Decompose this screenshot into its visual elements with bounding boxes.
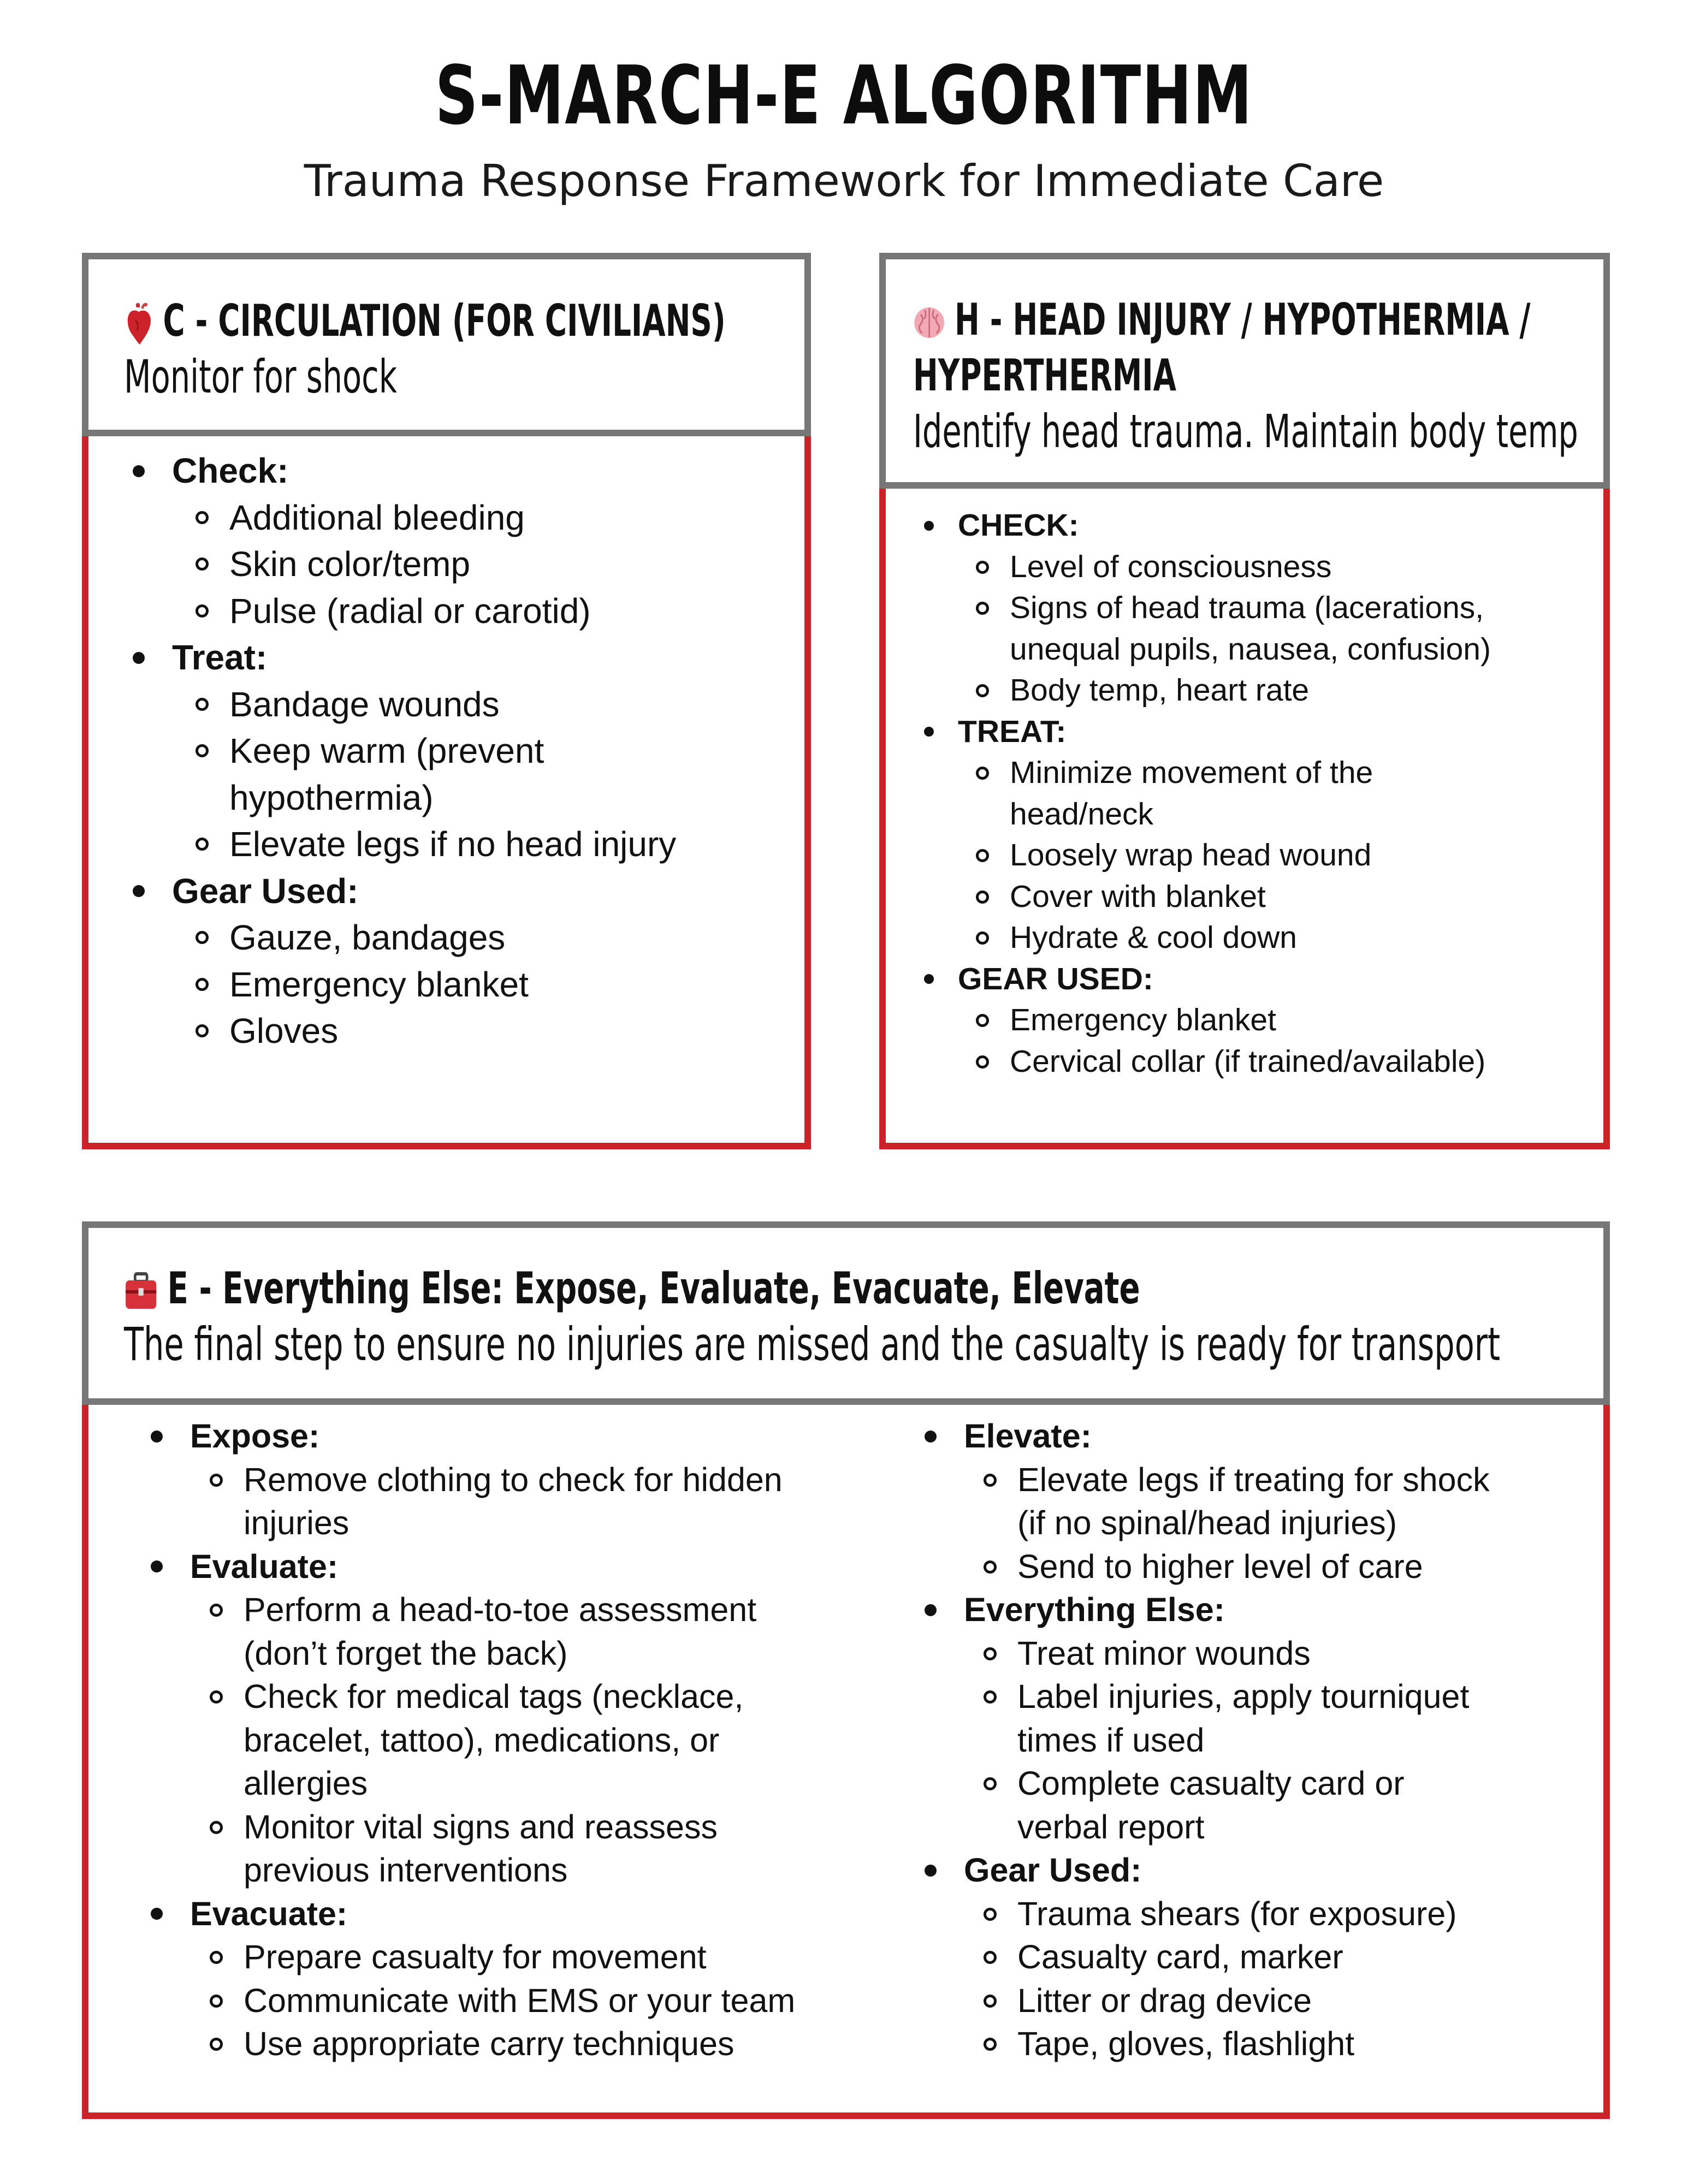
list-item-line: Cervical collar (if trained/available): [1010, 1043, 1486, 1079]
card-title-line-2: HYPERTHERMIA: [913, 350, 1176, 401]
list-item-line: Bandage wounds: [229, 684, 500, 724]
section-label: Everything Else:: [964, 1588, 1490, 1632]
list-item-line: hypothermia): [229, 778, 434, 817]
list-item-line: Complete casualty card or: [1017, 1765, 1405, 1802]
section-label: Evaluate:: [190, 1545, 795, 1589]
list-item: [1017, 1979, 1490, 2023]
section-label: Treat:: [172, 634, 676, 681]
card-title: [124, 293, 726, 349]
list-item: [1017, 1545, 1490, 1589]
card-h-list: [958, 505, 1491, 1082]
list-item: [1017, 2022, 1490, 2066]
section-label: Check:: [172, 448, 676, 495]
list-item-line: Elevate legs if no head injury: [229, 824, 677, 864]
list-item-line: Minimize movement of the: [1010, 755, 1373, 790]
list-item: [1010, 835, 1491, 876]
list-item: [1017, 1762, 1490, 1849]
list-item-line: Casualty card, marker: [1017, 1938, 1343, 1975]
list-item-line: allergies: [244, 1765, 368, 1802]
list-item-line: Gloves: [229, 1011, 339, 1051]
list-item: [1010, 1000, 1491, 1041]
list-item-line: Level of consciousness: [1010, 549, 1332, 584]
list-item: [1010, 752, 1491, 835]
list-item-line: Monitor vital signs and reassess: [244, 1808, 718, 1845]
card-header: [879, 253, 1610, 489]
list-item: [244, 1806, 795, 1892]
list-item-line: Tape, gloves, flashlight: [1017, 2025, 1355, 2062]
list-item: [1010, 670, 1491, 711]
list-item-line: Treat minor wounds: [1017, 1634, 1311, 1672]
list-item-line: Litter or drag device: [1017, 1981, 1312, 2019]
card-description: Identify head trauma. Maintain body temp: [913, 405, 1578, 458]
section-label: Evacuate:: [190, 1892, 795, 1936]
card-header: [82, 1221, 1610, 1405]
section-label: Elevate:: [964, 1415, 1490, 1458]
list-item-line: Elevate legs if treating for shock: [1017, 1461, 1490, 1498]
brain-icon: [913, 305, 945, 341]
list-item: [229, 681, 676, 728]
list-item-line: Gauze, bandages: [229, 918, 506, 957]
list-item-line: Emergency blanket: [1010, 1002, 1276, 1037]
list-item-line: Trauma shears (for exposure): [1017, 1895, 1457, 1932]
list-item: [244, 2022, 795, 2066]
list-item-line: Cover with blanket: [1010, 879, 1266, 914]
anatomical-heart-icon: [124, 302, 154, 346]
list-item-line: Pulse (radial or carotid): [229, 591, 591, 631]
list-item-line: Remove clothing to check for hidden: [244, 1461, 783, 1498]
section-label: GEAR USED:: [958, 959, 1491, 1000]
section-label: CHECK:: [958, 505, 1491, 547]
card-title-text: E - Everything Else: Expose, Evaluate, Evacuate, Elevate: [167, 1263, 1140, 1314]
list-item-line: Body temp, heart rate: [1010, 673, 1310, 708]
list-item: [1017, 1675, 1490, 1762]
list-item: [1010, 587, 1491, 670]
page-subtitle: Trauma Response Framework for Immediate Care: [304, 156, 1384, 206]
card-header: [82, 253, 811, 436]
list-item-line: Hydrate & cool down: [1010, 920, 1297, 955]
list-item-line: bracelet, tattoo), medications, or: [244, 1721, 720, 1759]
section-label: Gear Used:: [964, 1849, 1490, 1892]
list-item-line: Emergency blanket: [229, 964, 529, 1004]
list-item-line: Send to higher level of care: [1017, 1547, 1423, 1585]
card-e-left-list: [190, 1415, 795, 2066]
list-item-line: Keep warm (prevent: [229, 731, 544, 770]
card-title: [913, 292, 1531, 348]
list-item: [244, 1675, 795, 1806]
list-item-line: Prepare casualty for movement: [244, 1938, 707, 1975]
list-item: [1017, 1936, 1490, 1979]
list-item-line: injuries: [244, 1504, 350, 1541]
list-item-line: Loosely wrap head wound: [1010, 838, 1372, 873]
list-item-line: previous interventions: [244, 1851, 568, 1889]
list-item-line: Signs of head trauma (lacerations,: [1010, 590, 1484, 625]
list-item: [1010, 1041, 1491, 1083]
toolbox-icon: [124, 1272, 158, 1311]
list-item: [1017, 1892, 1490, 1936]
card-e-right-list: [964, 1415, 1490, 2066]
list-item-line: (don’t forget the back): [244, 1634, 568, 1672]
list-item-line: Additional bleeding: [229, 497, 525, 537]
list-item: [1010, 876, 1491, 918]
section-label: TREAT:: [958, 711, 1491, 753]
list-item: [229, 541, 676, 588]
card-description: The final step to ensure no injuries are missed and the casualty is ready for transport: [124, 1317, 1501, 1371]
section-label: Gear Used:: [172, 868, 676, 915]
card-title: [124, 1261, 1278, 1316]
list-item: [244, 1979, 795, 2023]
list-item: [1017, 1632, 1490, 1676]
list-item: [229, 962, 676, 1008]
list-item: [244, 1936, 795, 1979]
list-item-line: unequal pupils, nausea, confusion): [1010, 631, 1491, 667]
list-item-line: times if used: [1017, 1721, 1205, 1759]
list-item-line: Perform a head-to-toe assessment: [244, 1591, 757, 1628]
card-c-list: [172, 448, 676, 1055]
list-item: [1010, 547, 1491, 588]
list-item: [229, 1008, 676, 1055]
list-item-line: Check for medical tags (necklace,: [244, 1678, 744, 1715]
card-title-text: C - CIRCULATION (FOR CIVILIANS): [163, 295, 726, 346]
list-item: [1010, 917, 1491, 959]
list-item-line: (if no spinal/head injuries): [1017, 1504, 1397, 1541]
list-item: [229, 495, 676, 542]
list-item: [229, 728, 676, 821]
list-item-line: Use appropriate carry techniques: [244, 2025, 735, 2062]
list-item-line: Communicate with EMS or your team: [244, 1981, 796, 2019]
list-item-line: head/neck: [1010, 796, 1154, 832]
section-label: Expose:: [190, 1415, 795, 1458]
list-item-line: Skin color/temp: [229, 544, 471, 584]
list-item: [229, 915, 676, 962]
list-item-line: Label injuries, apply tourniquet: [1017, 1678, 1470, 1715]
list-item: [244, 1588, 795, 1675]
page-title: S-MARCH-E ALGORITHM: [435, 49, 1253, 143]
list-item: [244, 1458, 795, 1545]
list-item: [1017, 1458, 1490, 1545]
list-item: [229, 821, 676, 868]
list-item: [229, 588, 676, 635]
list-item-line: verbal report: [1017, 1808, 1205, 1845]
card-description: Monitor for shock: [124, 350, 397, 403]
card-title-line-1: H - HEAD INJURY / HYPOTHERMIA /: [955, 294, 1531, 345]
